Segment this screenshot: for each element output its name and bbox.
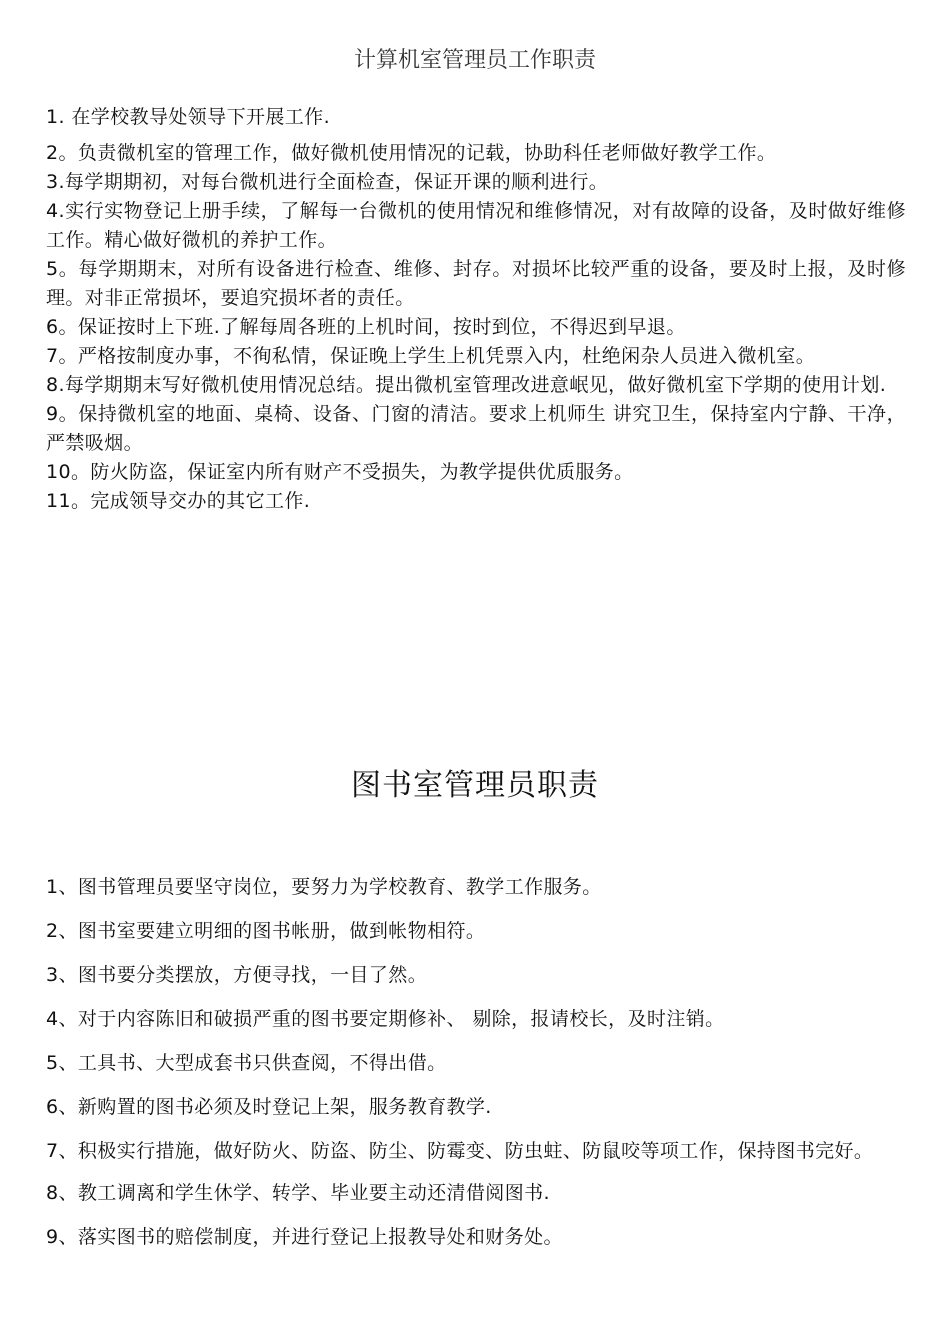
library-item-5: 5、工具书、大型成套书只供查阅，不得出借。 [46,1052,447,1074]
library-item-1: 1、图书管理员要坚守岗位，要努力为学校教育、教学工作服务。 [46,876,602,898]
duty-item-6: 6。保证按时上下班.了解每周各班的上机时间，按时到位，不得迟到早退。 [46,316,686,338]
duty-item-8: 8.每学期期末写好微机使用情况总结。提出微机室管理改进意岷见，做好微机室下学期的使用计划. [46,374,887,396]
duty-item-3: 3.每学期期初，对每台微机进行全面检查，保证开课的顺利进行。 [46,171,609,193]
library-duties-list [46,872,906,1266]
duty-item-5: 5。每学期期末，对所有设备进行检查、维修、封存。对损坏比较严重的设备，要及时上报，及时修理。对非正常损坏，要追究损坏者的责任。 [46,258,906,309]
computer-room-duties-list [46,103,906,516]
duty-item-11: 11。完成领导交办的其它工作. [46,490,311,512]
library-item-6: 6、新购置的图书必须及时登记上架，服务教育教学. [46,1096,492,1118]
library-item-8: 8、教工调离和学生休学、转学、毕业要主动还清借阅图书. [46,1182,550,1204]
duty-item-10: 10。防火防盗，保证室内所有财产不受损失，为教学提供优质服务。 [46,461,634,483]
library-title: 图书室管理员职责 [351,768,599,803]
library-item-3: 3、图书要分类摆放，方便寻找，一目了然。 [46,964,428,986]
library-item-9: 9、落实图书的赔偿制度，并进行登记上报教导处和财务处。 [46,1226,563,1248]
duty-item-1: 1. 在学校教导处领导下开展工作. [46,106,331,128]
duty-item-2: 2。负责微机室的管理工作，做好微机使用情况的记载，协助科任老师做好教学工作。 [46,142,777,164]
computer-room-title: 计算机室管理员工作职责 [353,48,596,73]
duty-item-9: 9。保持微机室的地面、桌椅、设备、门窗的清洁。要求上机师生 讲究卫生，保持室内宁静、干净，严禁吸烟。 [46,403,906,454]
duty-item-7: 7。严格按制度办事，不徇私情，保证晚上学生上机凭票入内，杜绝闲杂人员进入微机室。 [46,345,816,367]
library-item-4: 4、对于内容陈旧和破损严重的图书要定期修补、 剔除，报请校长，及时注销。 [46,1008,725,1030]
library-item-7: 7、积极实行措施，做好防火、防盗、防尘、防霉变、防虫蛀、防鼠咬等项工作，保持图书完好。 [46,1140,874,1162]
duty-item-4: 4.实行实物登记上册手续，了解每一台微机的使用情况和维修情况，对有故障的设备，及时做好维修工作。精心做好微机的养护工作。 [46,200,906,251]
library-item-2: 2、图书室要建立明细的图书帐册，做到帐物相符。 [46,920,486,942]
